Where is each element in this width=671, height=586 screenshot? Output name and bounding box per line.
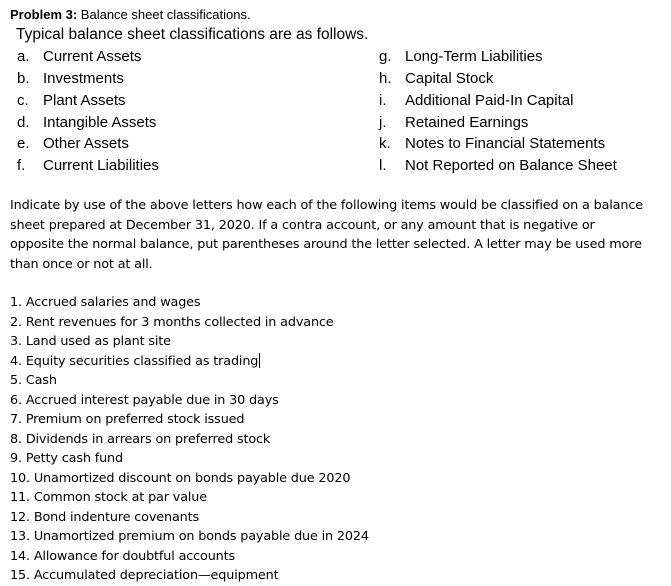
classification-label: Current Assets — [43, 48, 142, 65]
classification-letter: c. — [17, 92, 29, 109]
list-item: 14. Allowance for doubtful accounts — [10, 548, 236, 564]
classification-letter: j. — [379, 114, 387, 131]
classification-d — [17, 113, 156, 132]
classification-label: Investments — [43, 70, 124, 87]
classification-label: Capital Stock — [405, 70, 494, 87]
text-cursor — [259, 353, 260, 368]
list-item: 13. Unamortized premium on bonds payable due in 2024 — [10, 529, 369, 544]
classification-letter: k. — [379, 135, 391, 152]
classification-e — [17, 134, 129, 153]
classification-label: Additional Paid-In Capital — [405, 92, 574, 109]
list-item-text: 4. Equity securities classified as trading — [10, 353, 259, 369]
items-list — [10, 293, 369, 586]
list-item: 15. Accumulated depreciation—equipment — [10, 568, 279, 583]
list-item: 11. Common stock at par value — [10, 490, 207, 505]
classification-a — [17, 47, 141, 66]
classification-letter: a. — [17, 48, 30, 65]
problem-label: Problem 3: — [10, 7, 78, 22]
classification-letter: l. — [379, 157, 387, 174]
classifications-intro: Typical balance sheet classifications are as follows. — [16, 26, 369, 43]
list-item: 6. Accrued interest payable due in 30 days — [10, 392, 279, 408]
classification-letter: i. — [379, 92, 387, 109]
classification-label: Retained Earnings — [405, 114, 529, 131]
classification-label: Plant Assets — [43, 92, 126, 109]
classification-f — [17, 156, 159, 175]
list-item: 12. Bond indenture covenants — [10, 509, 200, 525]
classification-label: Long-Term Liabilities — [405, 48, 543, 65]
list-item: 8. Dividends in arrears on preferred stock — [10, 431, 271, 447]
list-item: 9. Petty cash fund — [10, 451, 123, 466]
list-item: 5. Cash — [10, 373, 57, 388]
classification-h — [379, 69, 493, 88]
instructions-paragraph: Indicate by use of the above letters how each of the following items would be classified on a balance sheet prepared at December 31, 2020. If a contra account, or any amount that is negative or opposite the normal balance, put parentheses around the letter selected. A letter may be used more than once or not at all. — [10, 198, 643, 272]
classification-i — [379, 91, 573, 110]
classification-l — [379, 156, 617, 175]
classification-letter: g. — [379, 48, 392, 65]
classification-letter: f. — [17, 157, 26, 174]
list-item: 7. Premium on preferred stock issued — [10, 412, 245, 427]
classification-g — [379, 47, 543, 66]
list-item: 10. Unamortized discount on bonds payable due 2020 — [10, 470, 351, 486]
classification-letter: h. — [379, 70, 392, 87]
classification-label: Not Reported on Balance Sheet — [405, 157, 617, 174]
classification-j — [379, 113, 528, 132]
list-item: 2. Rent revenues for 3 months collected in advance — [10, 314, 334, 330]
classification-letter: d. — [17, 114, 30, 131]
list-item: 3. Land used as plant site — [10, 334, 171, 349]
list-item: 1. Accrued salaries and wages — [10, 295, 201, 310]
classification-label: Current Liabilities — [43, 157, 159, 174]
list-item — [10, 352, 369, 372]
classification-label: Other Assets — [43, 135, 129, 152]
classification-c — [17, 91, 126, 110]
classification-k — [379, 134, 605, 153]
classification-label: Intangible Assets — [43, 114, 157, 131]
classification-letter: b. — [17, 70, 30, 87]
problem-title: Balance sheet classifications. — [77, 7, 251, 22]
classification-letter: e. — [17, 135, 30, 152]
classification-label: Notes to Financial Statements — [405, 135, 606, 152]
problem-heading — [10, 6, 251, 24]
classification-b — [17, 69, 124, 88]
